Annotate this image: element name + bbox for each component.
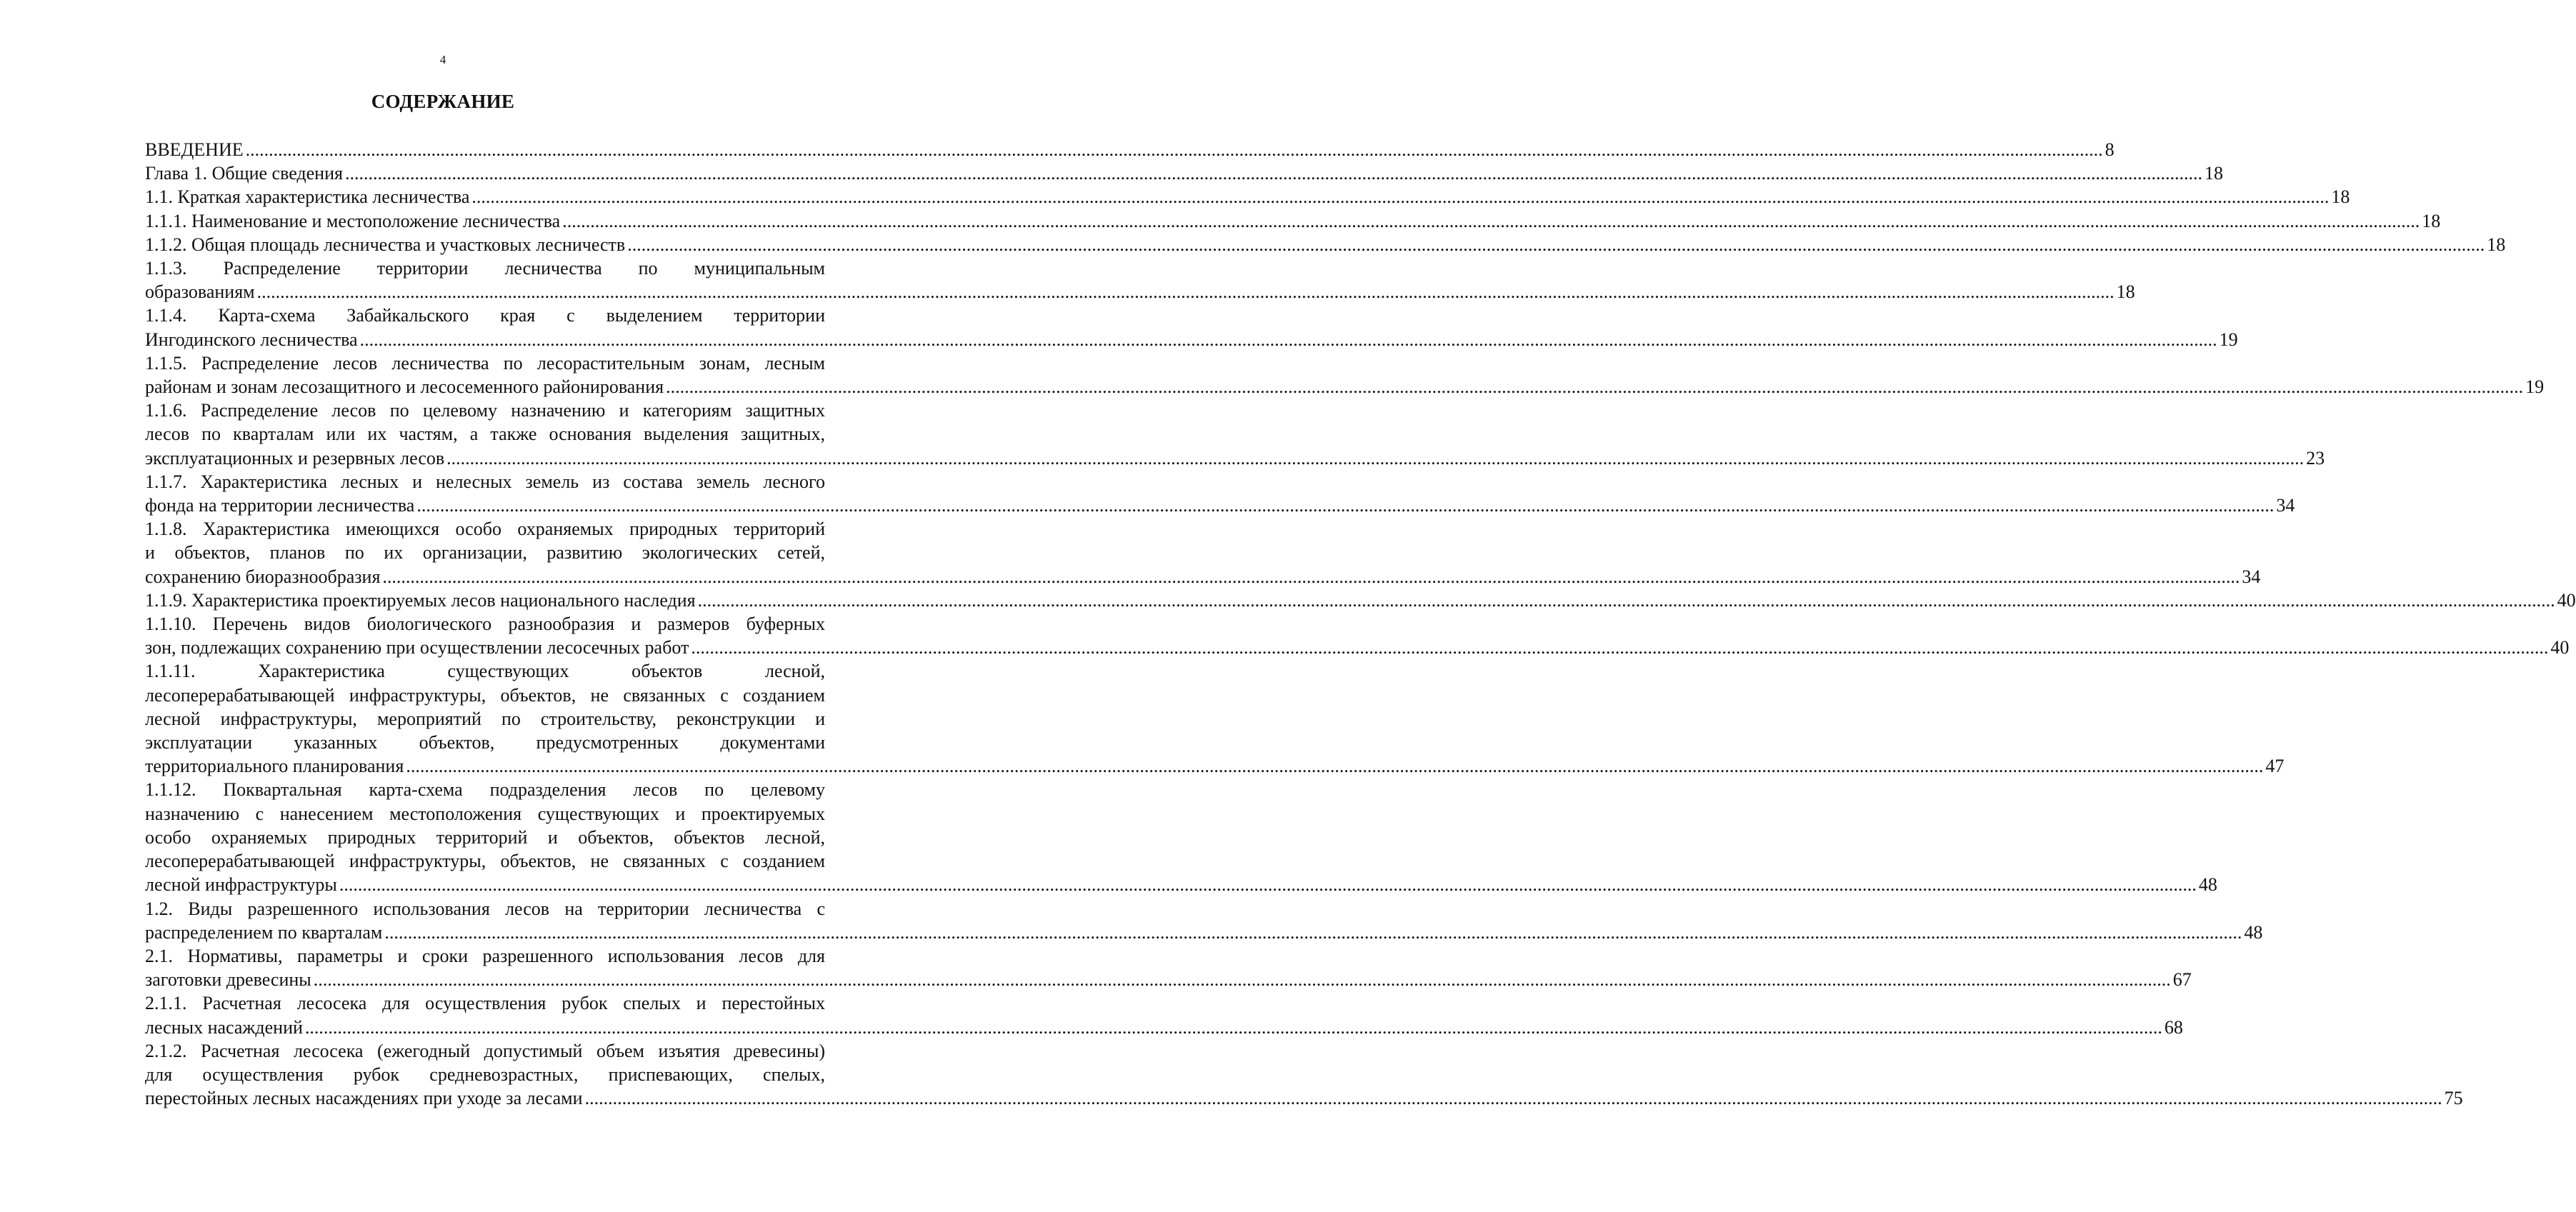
- toc-entry[interactable]: [145, 256, 2135, 304]
- toc-page-number: 34: [2242, 566, 2261, 587]
- toc-page-number: 18: [2331, 186, 2350, 208]
- toc-entry[interactable]: [145, 304, 2238, 351]
- toc-entry[interactable]: [145, 778, 2217, 896]
- toc-entry[interactable]: [145, 589, 2576, 612]
- toc-page-number: 48: [2198, 874, 2217, 896]
- toc-entry-title: 1.1.9. Характеристика проектируемых лесов национального наследия: [145, 589, 696, 611]
- dot-leader: ................................................................................................................................................................................................................................................................................................................................................................................................................: [471, 186, 2330, 208]
- toc-entry-title: районам и зонам лесозащитного и лесосеменного районирования: [145, 376, 664, 398]
- dot-leader: ................................................................................................................................................................................................................................................................................................................................................................................................................: [304, 1016, 2162, 1038]
- toc-entry-line: назначению с нанесением местоположения существующих и проектируемых: [145, 803, 825, 824]
- toc-entry-title: 1.1. Краткая характеристика лесничества: [145, 186, 470, 208]
- dot-leader: ................................................................................................................................................................................................................................................................................................................................................................................................................: [313, 969, 2171, 991]
- toc-entry-line: лесной инфраструктуры, мероприятий по строительству, реконструкции и: [145, 708, 825, 729]
- toc-entry-line: для осуществления рубок средневозрастных, приспевающих, спелых,: [145, 1063, 825, 1085]
- toc-page-number: 67: [2172, 969, 2192, 991]
- dot-leader: ................................................................................................................................................................................................................................................................................................................................................................................................................: [416, 495, 2275, 516]
- toc-entry-line: эксплуатации указанных объектов, предусмотренных документами: [145, 732, 825, 753]
- toc-entry[interactable]: [145, 161, 2223, 185]
- toc-entry-line: 2.1.2. Расчетная лесосека (ежегодный допустимый объем изъятия древесины): [145, 1040, 825, 1061]
- toc-entry[interactable]: [145, 991, 2183, 1038]
- toc-entry-line: 1.1.3. Распределение территории лесничества по муниципальным: [145, 258, 825, 279]
- toc-entry-line: лесов по кварталам или их частям, а также основания выделения защитных,: [145, 424, 825, 445]
- toc-entry-title: территориального планирования: [145, 756, 404, 777]
- toc-entry-title: Ингодинского лесничества: [145, 329, 358, 350]
- dot-leader: ................................................................................................................................................................................................................................................................................................................................................................................................................: [691, 637, 2549, 658]
- toc-entry-title: эксплуатационных и резервных лесов: [145, 447, 445, 469]
- toc-entry-line: лесоперерабатывающей инфраструктуры, объектов, не связанных с созданием: [145, 851, 825, 872]
- toc-entry-line: 1.1.4. Карта-схема Забайкальского края с выделением территории: [145, 305, 825, 326]
- toc-entry[interactable]: [145, 209, 2441, 233]
- toc-entry[interactable]: [145, 944, 2192, 991]
- toc-entry-line: 1.1.11. Характеристика существующих объектов лесной,: [145, 661, 825, 682]
- toc-page-number: 40: [2550, 637, 2570, 658]
- toc-entry-line: 1.1.12. Поквартальная карта-схема подразделения лесов по целевому: [145, 779, 825, 801]
- toc-page-number: 23: [2306, 447, 2325, 469]
- toc-page-number: 18: [2487, 234, 2506, 255]
- dot-leader: ................................................................................................................................................................................................................................................................................................................................................................................................................: [359, 329, 2217, 350]
- toc-entry-line: особо охраняемых природных территорий и объектов, объектов лесной,: [145, 826, 825, 848]
- toc-entry[interactable]: [145, 185, 2350, 209]
- toc-entry[interactable]: [145, 897, 2263, 944]
- toc-entry-line: лесоперерабатывающей инфраструктуры, объектов, не связанных с созданием: [145, 684, 825, 706]
- toc-entry-line: 1.1.8. Характеристика имеющихся особо охраняемых природных территорий: [145, 519, 825, 540]
- dot-leader: ................................................................................................................................................................................................................................................................................................................................................................................................................: [697, 589, 2555, 611]
- toc-page-number: 18: [2116, 281, 2135, 303]
- toc-entry[interactable]: [145, 399, 2325, 470]
- toc-entry-line: 2.1. Нормативы, параметры и сроки разрешенного использования лесов для: [145, 945, 825, 966]
- toc-page-number: 68: [2164, 1016, 2183, 1038]
- toc-entry-title: зон, подлежащих сохранению при осуществлении лесосечных работ: [145, 637, 689, 658]
- toc-entry-line: 1.1.6. Распределение лесов по целевому назначению и категориям защитных: [145, 400, 825, 421]
- dot-leader: ................................................................................................................................................................................................................................................................................................................................................................................................................: [339, 874, 2197, 896]
- toc-entry-title: лесных насаждений: [145, 1016, 303, 1038]
- toc-entry-title: заготовки древесины: [145, 969, 311, 991]
- toc-entry-title: лесной инфраструктуры: [145, 874, 337, 896]
- dot-leader: ................................................................................................................................................................................................................................................................................................................................................................................................................: [344, 163, 2202, 184]
- toc-page-number: 40: [2557, 589, 2576, 611]
- toc-entry-title: 1.1.2. Общая площадь лесничества и участковых лесничеств: [145, 234, 626, 255]
- dot-leader: ................................................................................................................................................................................................................................................................................................................................................................................................................: [562, 210, 2420, 231]
- toc-page-number: 18: [2422, 210, 2441, 231]
- toc-entry-title: фонда на территории лесничества: [145, 495, 415, 516]
- toc-entry[interactable]: [145, 659, 2285, 778]
- toc-entry-title: сохранению биоразнообразия: [145, 566, 381, 587]
- dot-leader: ................................................................................................................................................................................................................................................................................................................................................................................................................: [584, 1088, 2442, 1109]
- toc-page-number: 19: [2219, 329, 2238, 350]
- toc-entry-line: и объектов, планов по их организации, развитию экологических сетей,: [145, 542, 825, 564]
- toc-entry-line: 1.2. Виды разрешенного использования лесов на территории лесничества с: [145, 898, 825, 919]
- toc-page-number: 8: [2105, 139, 2115, 160]
- toc-entry-line: 1.1.5. Распределение лесов лесничества по лесорастительным зонам, лесным: [145, 352, 825, 374]
- toc-entry-title: Глава 1. Общие сведения: [145, 163, 343, 184]
- toc-entry[interactable]: [145, 351, 2545, 399]
- page-number: 4: [439, 53, 446, 66]
- toc-entry-title: 1.1.1. Наименование и местоположение лесничества: [145, 210, 561, 231]
- toc-page-number: 75: [2444, 1088, 2463, 1109]
- toc-entry-title: ВВЕДЕНИЕ: [145, 139, 244, 160]
- toc-entry[interactable]: [145, 470, 2295, 517]
- toc-page-number: 19: [2525, 376, 2545, 398]
- toc-entry-title: распределением по кварталам: [145, 921, 383, 943]
- toc-entry[interactable]: [145, 233, 2506, 256]
- dot-leader: ................................................................................................................................................................................................................................................................................................................................................................................................................: [256, 281, 2115, 303]
- toc-entry-line: 2.1.1. Расчетная лесосека для осуществления рубок спелых и перестойных: [145, 993, 825, 1014]
- dot-leader: ................................................................................................................................................................................................................................................................................................................................................................................................................: [627, 234, 2485, 255]
- table-of-contents: [145, 138, 2576, 1110]
- dot-leader: ................................................................................................................................................................................................................................................................................................................................................................................................................: [446, 447, 2305, 469]
- dot-leader: ................................................................................................................................................................................................................................................................................................................................................................................................................: [384, 921, 2242, 943]
- toc-page-number: 48: [2244, 921, 2263, 943]
- toc-entry[interactable]: [145, 517, 2261, 589]
- toc-entry[interactable]: [145, 1039, 2463, 1111]
- toc-page-number: 47: [2265, 756, 2285, 777]
- toc-entry-line: 1.1.7. Характеристика лесных и нелесных земель из состава земель лесного: [145, 471, 825, 492]
- dot-leader: ................................................................................................................................................................................................................................................................................................................................................................................................................: [666, 376, 2524, 398]
- dot-leader: ................................................................................................................................................................................................................................................................................................................................................................................................................: [382, 566, 2240, 587]
- toc-entry-title: перестойных лесных насаждениях при уходе за лесами: [145, 1088, 583, 1109]
- toc-entry-title: образованиям: [145, 281, 255, 303]
- dot-leader: ................................................................................................................................................................................................................................................................................................................................................................................................................: [245, 139, 2103, 160]
- toc-entry-line: 1.1.10. Перечень видов биологического разнообразия и размеров буферных: [145, 613, 825, 635]
- toc-entry[interactable]: [145, 138, 2115, 161]
- toc-page-number: 18: [2204, 163, 2223, 184]
- dot-leader: ................................................................................................................................................................................................................................................................................................................................................................................................................: [406, 756, 2264, 777]
- page-title: СОДЕРЖАНИЕ: [371, 91, 515, 112]
- toc-entry[interactable]: [145, 612, 2570, 659]
- toc-page-number: 34: [2276, 495, 2295, 516]
